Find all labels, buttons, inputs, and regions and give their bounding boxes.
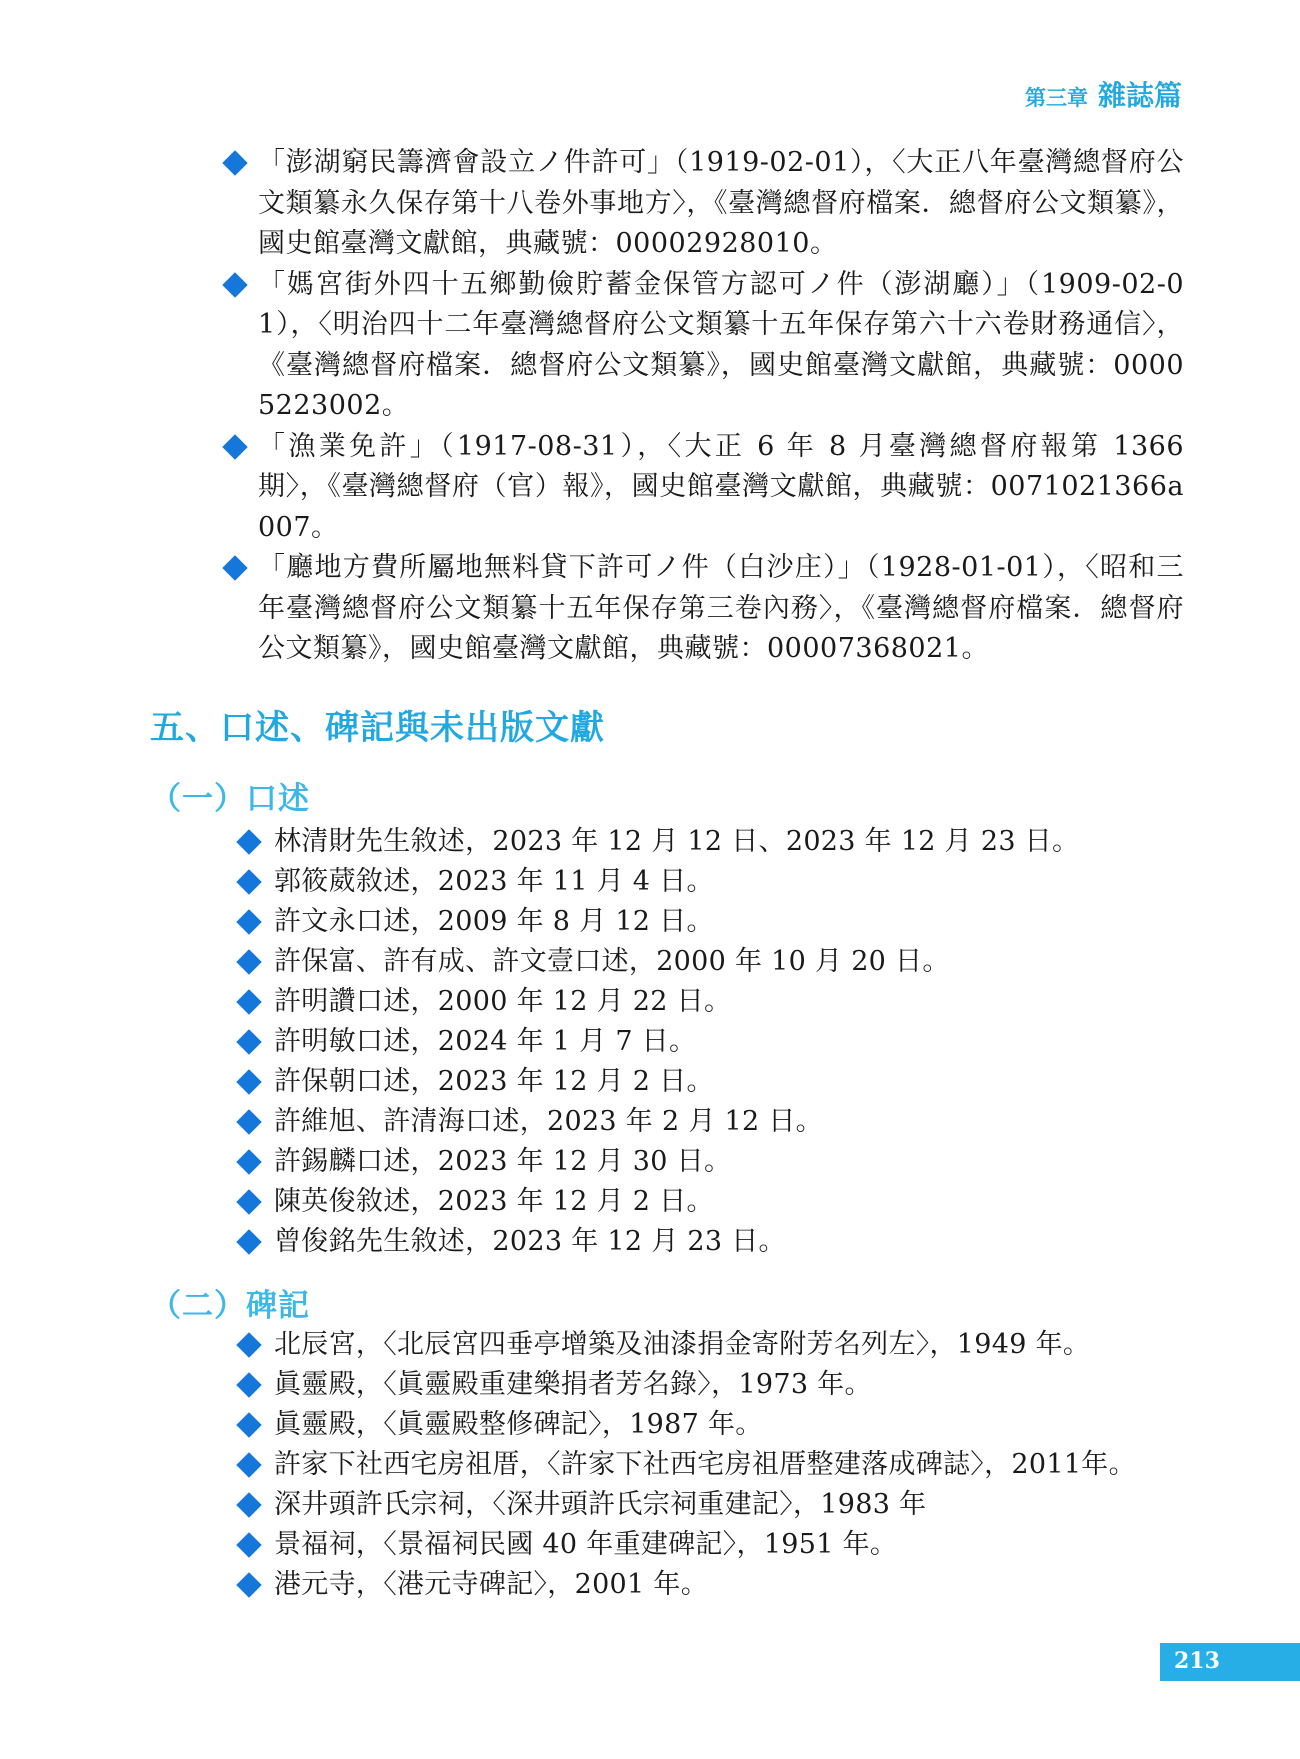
stele-item-text: 北辰宮，〈北辰宮四垂亭增築及油漆捐金寄附芳名列左〉，1949 年。 xyxy=(274,1329,1091,1360)
diamond-bullet-icon xyxy=(222,272,247,297)
stele-item-text: 眞靈殿，〈眞靈殿重建樂捐者芳名錄〉，1973 年。 xyxy=(274,1369,872,1400)
diamond-bullet-icon xyxy=(236,1452,261,1477)
section-heading: 五、口述、碑記與未出版文獻 xyxy=(150,708,605,748)
list-item xyxy=(238,862,1198,902)
oral-item-text: 陳英俊敘述，2023 年 12 月 2 日。 xyxy=(274,1186,714,1217)
diamond-bullet-icon xyxy=(236,1412,261,1437)
oral-item-text: 林清財先生敘述，2023 年 12 月 12 日、2023 年 12 月 23 日。 xyxy=(274,826,1080,857)
reference-item xyxy=(224,548,1184,670)
oral-item-text: 許明讚口述，2000 年 12 月 22 日。 xyxy=(274,986,732,1017)
page-number-box xyxy=(1160,1643,1300,1681)
list-item xyxy=(238,822,1198,862)
diamond-bullet-icon xyxy=(222,555,247,580)
list-item xyxy=(238,982,1198,1022)
stele-item-text: 深井頭許氏宗祠，〈深井頭許氏宗祠重建記〉，1983 年 xyxy=(274,1489,927,1520)
diamond-bullet-icon xyxy=(222,434,247,459)
reference-item xyxy=(224,265,1184,427)
stele-subheading: （二）碑記 xyxy=(150,1288,310,1324)
oral-subheading: （一）口述 xyxy=(150,781,310,817)
diamond-bullet-icon xyxy=(236,829,261,854)
oral-item-text: 郭筱葳敘述，2023 年 11 月 4 日。 xyxy=(274,866,714,897)
oral-item-text: 許明敏口述，2024 年 1 月 7 日。 xyxy=(274,1026,697,1057)
reference-text: 「媽宮街外四十五鄉勤儉貯蓄金保管方認可ノ件（澎湖廳）」（1909-02-01），〈明治四十二年臺灣總督府公文類纂十五年保存第六十六卷財務通信〉，《臺灣總督府檔案．總督府公文類纂》，國史館臺灣文獻館，典藏號：00005223002。 xyxy=(258,268,1184,421)
list-item xyxy=(238,1062,1198,1102)
list-item xyxy=(238,1142,1198,1182)
list-item xyxy=(238,1102,1198,1142)
reference-item xyxy=(224,143,1184,265)
diamond-bullet-icon xyxy=(236,1189,261,1214)
list-item xyxy=(238,1022,1198,1062)
oral-item-text: 許文永口述，2009 年 8 月 12 日。 xyxy=(274,906,714,937)
diamond-bullet-icon xyxy=(236,1372,261,1397)
stele-item-text: 眞靈殿，〈眞靈殿整修碑記〉，1987 年。 xyxy=(274,1409,763,1440)
oral-item-text: 許維旭、許清海口述，2023 年 2 月 12 日。 xyxy=(274,1106,823,1137)
chapter-title: 雜誌篇 xyxy=(1097,79,1182,112)
diamond-bullet-icon xyxy=(236,1149,261,1174)
list-item xyxy=(238,1222,1198,1262)
diamond-bullet-icon xyxy=(236,1492,261,1517)
list-item xyxy=(238,1485,1198,1525)
archive-reference-list xyxy=(224,143,1184,670)
list-item xyxy=(238,1445,1198,1485)
oral-item-text: 許錫麟口述，2023 年 12 月 30 日。 xyxy=(274,1146,732,1177)
oral-list xyxy=(238,822,1198,1262)
diamond-bullet-icon xyxy=(236,1229,261,1254)
diamond-bullet-icon xyxy=(236,869,261,894)
list-item xyxy=(238,902,1198,942)
diamond-bullet-icon xyxy=(236,1532,261,1557)
stele-item-text: 港元寺，〈港元寺碑記〉，2001 年。 xyxy=(274,1569,708,1600)
page-number: 213 xyxy=(1174,1648,1220,1674)
list-item xyxy=(238,1405,1198,1445)
list-item xyxy=(238,1182,1198,1222)
stele-item-text: 景福祠，〈景福祠民國 40 年重建碑記〉，1951 年。 xyxy=(274,1529,898,1560)
diamond-bullet-icon xyxy=(236,909,261,934)
list-item xyxy=(238,942,1198,982)
diamond-bullet-icon xyxy=(236,1572,261,1597)
diamond-bullet-icon xyxy=(222,150,247,175)
chapter-label: 第三章 xyxy=(1024,86,1088,110)
reference-text: 「澎湖窮民籌濟會設立ノ件許可」（1919-02-01），〈大正八年臺灣總督府公文類纂永久保存第十八卷外事地方〉，《臺灣總督府檔案．總督府公文類纂》，國史館臺灣文獻館，典藏號：00002928010。 xyxy=(258,147,1184,259)
diamond-bullet-icon xyxy=(236,1332,261,1357)
stele-item-text: 許家下社西宅房祖厝，〈許家下社西宅房祖厝整建落成碑誌〉，2011年。 xyxy=(274,1449,1136,1480)
list-item xyxy=(238,1565,1198,1605)
list-item xyxy=(238,1525,1198,1565)
list-item xyxy=(238,1325,1198,1365)
oral-item-text: 曾俊銘先生敘述，2023 年 12 月 23 日。 xyxy=(274,1226,786,1257)
diamond-bullet-icon xyxy=(236,1109,261,1134)
list-item xyxy=(238,1365,1198,1405)
reference-text: 「漁業免許」（1917-08-31），〈大正 6 年 8 月臺灣總督府報第 1366 期〉，《臺灣總督府（官）報》，國史館臺灣文獻館，典藏號：0071021366a007。 xyxy=(258,430,1184,543)
diamond-bullet-icon xyxy=(236,1069,261,1094)
stele-list xyxy=(238,1325,1198,1605)
diamond-bullet-icon xyxy=(236,1029,261,1054)
running-head xyxy=(1025,74,1182,114)
oral-item-text: 許保朝口述，2023 年 12 月 2 日。 xyxy=(274,1066,714,1097)
oral-item-text: 許保富、許有成、許文壹口述，2000 年 10 月 20 日。 xyxy=(274,946,950,977)
diamond-bullet-icon xyxy=(236,949,261,974)
reference-item xyxy=(224,427,1184,549)
reference-text: 「廳地方費所屬地無料貸下許可ノ件（白沙庄）」（1928-01-01），〈昭和三年臺灣總督府公文類纂十五年保存第三卷內務〉，《臺灣總督府檔案．總督府公文類纂》，國史館臺灣文獻館，典藏號：00007368021。 xyxy=(258,552,1184,664)
diamond-bullet-icon xyxy=(236,989,261,1014)
